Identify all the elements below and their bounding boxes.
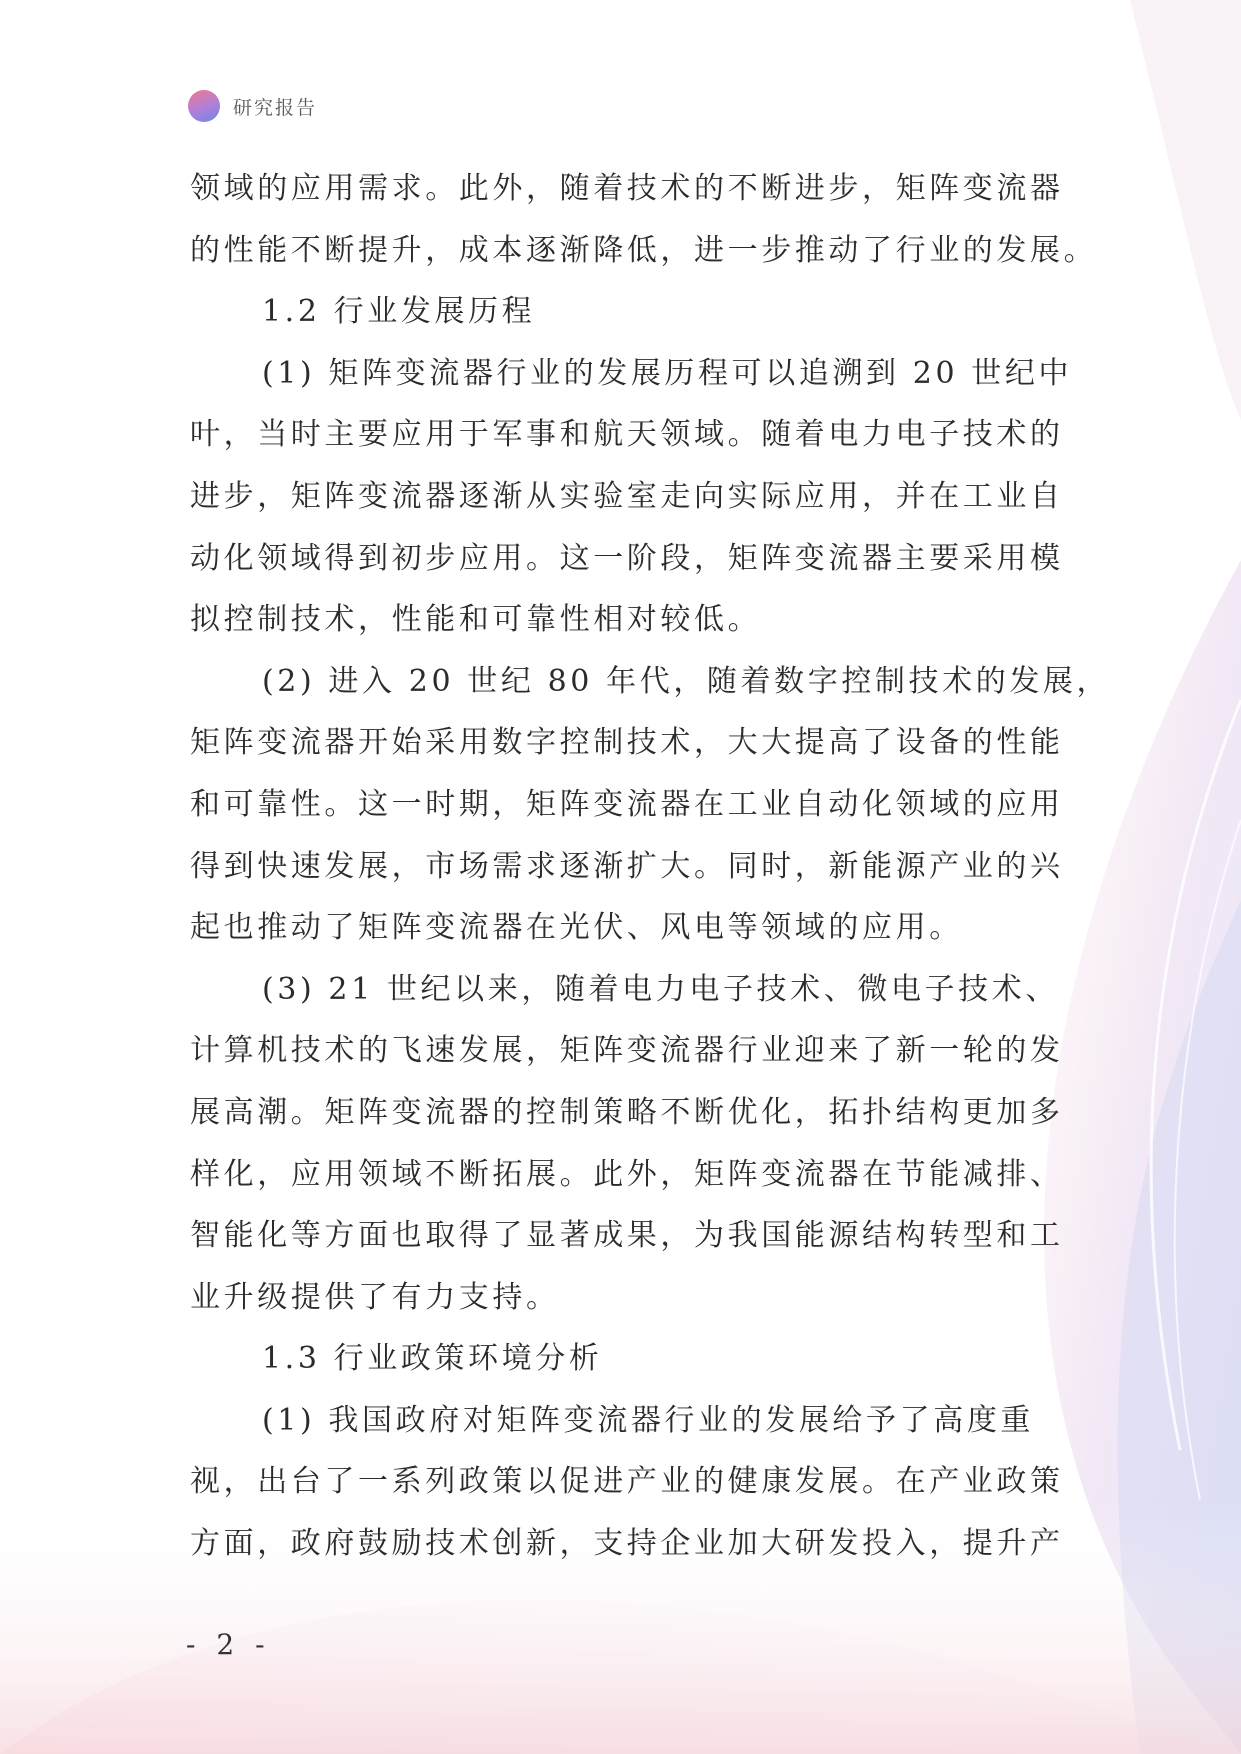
document-body	[190, 158, 1111, 1575]
body-line: 和可靠性。这一时期，矩阵变流器在工业自动化领域的应用	[190, 786, 1064, 822]
section-heading: 1.3 行业政策环境分析	[262, 1341, 603, 1377]
header-title: 研究报告	[233, 96, 318, 119]
body-line: 视，出台了一系列政策以促进产业的健康发展。在产业政策	[190, 1464, 1064, 1500]
body-line: 样化，应用领域不断拓展。此外，矩阵变流器在节能减排、	[190, 1156, 1064, 1192]
report-header	[188, 88, 317, 124]
body-line: 业升级提供了有力支持。	[190, 1279, 560, 1315]
page-number: - 2 -	[186, 1628, 271, 1661]
body-line: (3) 21 世纪以来，随着电力电子技术、微电子技术、	[262, 971, 1059, 1007]
body-line: 计算机技术的飞速发展，矩阵变流器行业迎来了新一轮的发	[190, 1033, 1064, 1069]
body-line: (1) 我国政府对矩阵变流器行业的发展给予了高度重	[262, 1402, 1035, 1438]
body-line: 拟控制技术，性能和可靠性相对较低。	[190, 602, 762, 638]
body-line: (1) 矩阵变流器行业的发展历程可以追溯到 20 世纪中	[262, 355, 1073, 391]
body-line: 动化领域得到初步应用。这一阶段，矩阵变流器主要采用模	[190, 540, 1064, 576]
section-heading: 1.2 行业发展历程	[262, 294, 536, 330]
body-line: 进步，矩阵变流器逐渐从实验室走向实际应用，并在工业自	[190, 478, 1064, 514]
body-line: 展高潮。矩阵变流器的控制策略不断优化，拓扑结构更加多	[190, 1094, 1064, 1130]
body-line: 方面，政府鼓励技术创新，支持企业加大研发投入，提升产	[190, 1526, 1064, 1562]
body-line: (2) 进入 20 世纪 80 年代，随着数字控制技术的发展，	[262, 663, 1111, 699]
body-line: 矩阵变流器开始采用数字控制技术，大大提高了设备的性能	[190, 725, 1064, 761]
body-line: 智能化等方面也取得了显著成果，为我国能源结构转型和工	[190, 1218, 1064, 1254]
logo-icon	[188, 90, 220, 122]
body-line: 得到快速发展，市场需求逐渐扩大。同时，新能源产业的兴	[190, 848, 1064, 884]
body-line: 的性能不断提升，成本逐渐降低，进一步推动了行业的发展。	[190, 232, 1098, 268]
body-line: 起也推动了矩阵变流器在光伏、风电等领域的应用。	[190, 910, 963, 946]
body-line: 领域的应用需求。此外，随着技术的不断进步，矩阵变流器	[190, 171, 1064, 206]
body-line: 叶，当时主要应用于军事和航天领域。随着电力电子技术的	[190, 417, 1064, 453]
